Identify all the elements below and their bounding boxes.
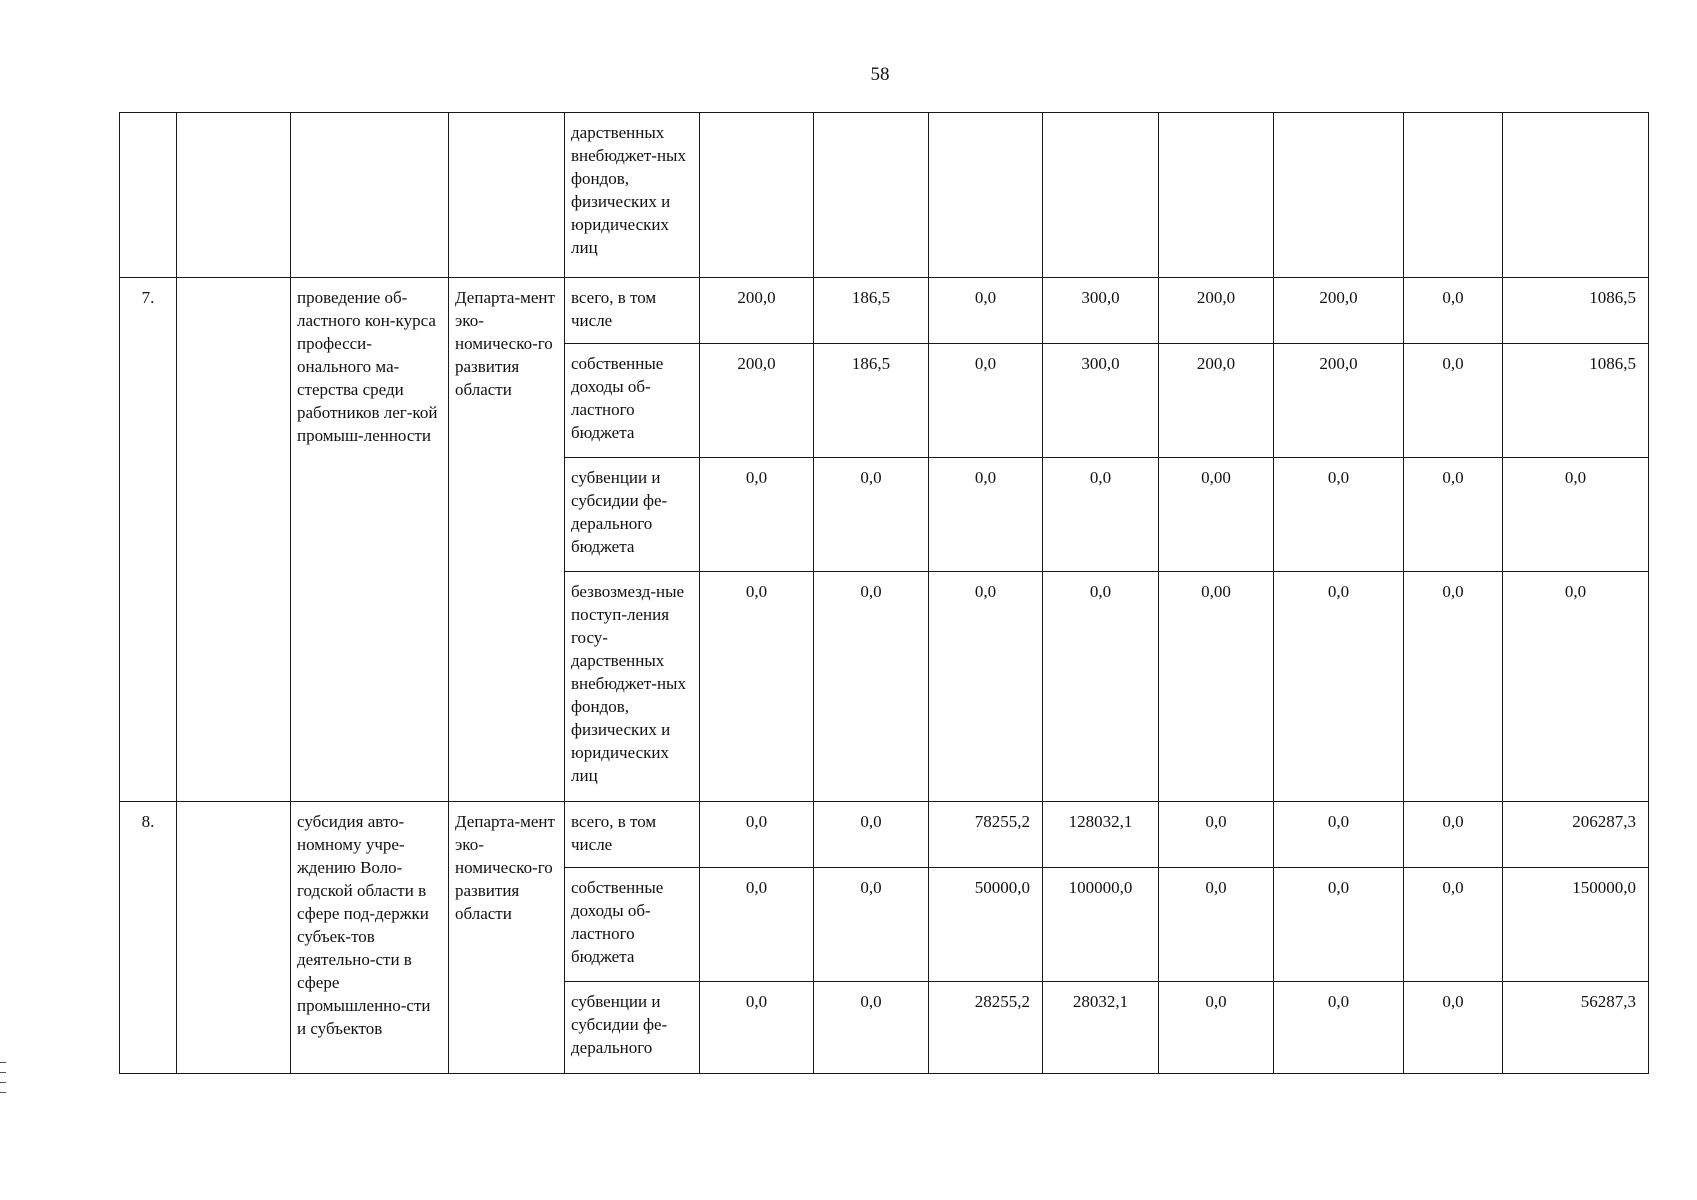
value-cell: 0,0 — [700, 458, 814, 572]
source-cell: собственные доходы об-ластного бюджета — [565, 868, 700, 982]
item-name: субсидия авто-номному учре-ждению Воло-годской области в сфере под-держки субъек-тов деятельно-сти в сфере промышленно-сти и субъектов — [291, 802, 449, 1074]
value-cell: 0,0 — [929, 344, 1043, 458]
value-cell: 0,0 — [700, 982, 814, 1074]
table-row — [120, 278, 1649, 344]
value-cell: 0,0 — [1043, 572, 1159, 802]
item-executor: Департа-мент эко-номическо-го развития области — [449, 278, 565, 802]
value-cell: 0,0 — [1404, 572, 1503, 802]
value-cell: 0,0 — [1404, 868, 1503, 982]
value-cell: 1086,5 — [1503, 344, 1649, 458]
value-cell: 0,0 — [700, 802, 814, 868]
table-row — [120, 113, 1649, 278]
item-name: проведение об-ластного кон-курса професси-онального ма-стерства среди работников лег-кой промыш-ленности — [291, 278, 449, 802]
value-cell: 300,0 — [1043, 344, 1159, 458]
value-cell: 100000,0 — [1043, 868, 1159, 982]
value-cell: 0,0 — [1404, 802, 1503, 868]
value-cell: 0,0 — [700, 868, 814, 982]
source-cell: всего, в том числе — [565, 802, 700, 868]
value-cell: 128032,1 — [1043, 802, 1159, 868]
value-cell: 0,0 — [1274, 572, 1404, 802]
value-cell: 200,0 — [700, 344, 814, 458]
name-cell — [291, 113, 449, 278]
value-cell: 0,0 — [929, 458, 1043, 572]
value-cell: 200,0 — [1159, 278, 1274, 344]
value-cell: 0,0 — [1159, 868, 1274, 982]
value-cell: 0,00 — [1159, 458, 1274, 572]
value-cell: 0,0 — [814, 802, 929, 868]
blank-cell — [177, 278, 291, 802]
value-cell: 150000,0 — [1503, 868, 1649, 982]
value-cell: 0,0 — [1043, 458, 1159, 572]
value-cell: 206287,3 — [1503, 802, 1649, 868]
source-cell: всего, в том числе — [565, 278, 700, 344]
value-cell: 0,0 — [1274, 458, 1404, 572]
source-cell: субвенции и субсидии фе-дерального — [565, 982, 700, 1074]
executor-cell — [449, 113, 565, 278]
item-number: 8. — [120, 802, 177, 1074]
value-cell: 0,0 — [929, 572, 1043, 802]
value-cell: 1086,5 — [1503, 278, 1649, 344]
value-cell: 300,0 — [1043, 278, 1159, 344]
value-cell: 0,0 — [1159, 802, 1274, 868]
value-cell: 200,0 — [1274, 278, 1404, 344]
value-cell: 50000,0 — [929, 868, 1043, 982]
item-executor: Департа-мент эко-номическо-го развития области — [449, 802, 565, 1074]
value-cell: 200,0 — [1274, 344, 1404, 458]
page-number: 58 — [870, 64, 890, 85]
value-cell: 200,0 — [1159, 344, 1274, 458]
value-cell: 56287,3 — [1503, 982, 1649, 1074]
value-cell: 78255,2 — [929, 802, 1043, 868]
value-cell: 0,0 — [1274, 982, 1404, 1074]
blank-cell — [177, 113, 291, 278]
source-cell: собственные доходы об-ластного бюджета — [565, 344, 700, 458]
blank-cell — [177, 802, 291, 1074]
table-row — [120, 802, 1649, 868]
value-cell: 0,0 — [1404, 982, 1503, 1074]
budget-table — [119, 112, 1649, 1074]
value-cell: 0,0 — [814, 982, 929, 1074]
value-cell: 0,0 — [1503, 572, 1649, 802]
value-cell: 200,0 — [700, 278, 814, 344]
scan-edge-mark — [0, 1092, 6, 1093]
scan-edge-mark — [0, 1082, 6, 1083]
value-cell: 186,5 — [814, 344, 929, 458]
value-cell: 0,00 — [1159, 572, 1274, 802]
value-cell: 0,0 — [1404, 458, 1503, 572]
value-cell: 0,0 — [1274, 868, 1404, 982]
value-cell: 28032,1 — [1043, 982, 1159, 1074]
value-cell: 0,0 — [929, 278, 1043, 344]
value-cell: 0,0 — [700, 572, 814, 802]
value-cell: 0,0 — [1503, 458, 1649, 572]
value-cell: 0,0 — [1404, 278, 1503, 344]
value-cell: 0,0 — [1404, 344, 1503, 458]
value-cell: 186,5 — [814, 278, 929, 344]
value-cell: 0,0 — [1274, 802, 1404, 868]
num-cell — [120, 113, 177, 278]
value-cell: 0,0 — [814, 868, 929, 982]
value-cell: 0,0 — [814, 572, 929, 802]
scan-edge-mark — [0, 1072, 6, 1073]
source-cell: безвозмезд-ные поступ-ления госу-дарственных внебюджет-ных фондов, физических и юридических лиц — [565, 572, 700, 802]
value-cell: 28255,2 — [929, 982, 1043, 1074]
source-cell: дарственных внебюджет-ных фондов, физических и юридических лиц — [565, 113, 700, 278]
value-cell: 0,0 — [814, 458, 929, 572]
source-cell: субвенции и субсидии фе-дерального бюджета — [565, 458, 700, 572]
item-number: 7. — [120, 278, 177, 802]
value-cell: 0,0 — [1159, 982, 1274, 1074]
scan-edge-mark — [0, 1062, 6, 1063]
